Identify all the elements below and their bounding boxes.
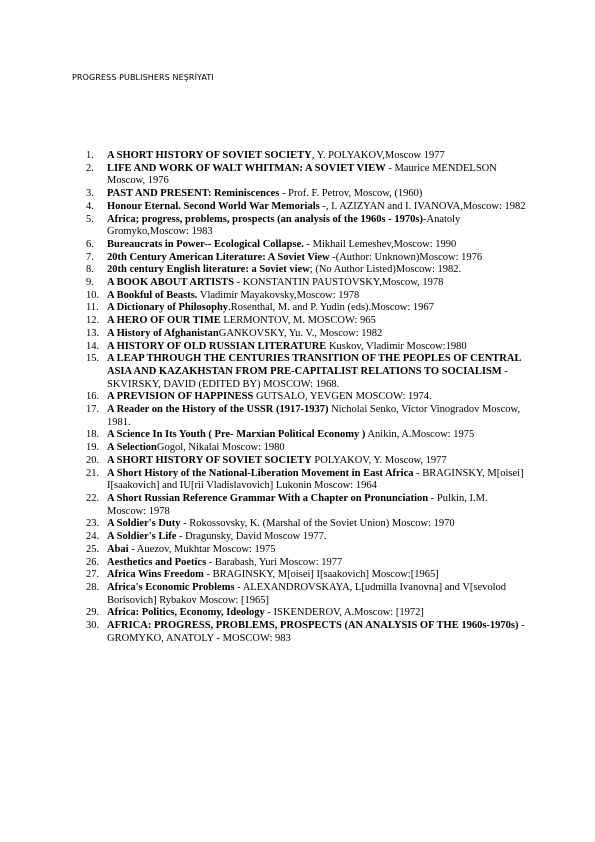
book-title: A Soldier's Life bbox=[107, 531, 177, 543]
book-details: Kuskov, Vladimir Moscow:1980 bbox=[326, 340, 467, 352]
book-title: Africa's Economic Problems bbox=[107, 581, 235, 593]
book-title: Bureaucrats in Power-- Ecological Collapse. bbox=[107, 238, 304, 250]
book-title: A LEAP THROUGH THE CENTURIES TRANSITION OF THE PEOPLES OF CENTRAL ASIA AND KAZAKHSTAN FROM PRE-CAPITALIST RELATIONS TO SOCIALISM bbox=[107, 353, 521, 377]
list-item bbox=[86, 442, 526, 455]
book-details: Vladimir Mayakovsky,Moscow: 1978 bbox=[197, 289, 360, 301]
item-number: 4. bbox=[86, 200, 94, 212]
book-details: , Y. POLYAKOV,Moscow 1977 bbox=[311, 150, 445, 161]
list-item bbox=[86, 264, 526, 277]
list-item bbox=[86, 493, 526, 518]
book-title: A Short Russian Reference Grammar With a Chapter on Pronunciation bbox=[107, 492, 429, 504]
book-details: Anikin, A.Moscow: 1975 bbox=[365, 429, 475, 441]
item-number: 30. bbox=[86, 620, 100, 632]
item-number: 28. bbox=[86, 581, 100, 593]
list-item bbox=[86, 277, 526, 290]
book-title: PAST AND PRESENT: Reminiscences bbox=[107, 188, 280, 200]
document-header: PROGRESS PUBLISHERS NEŞRİYATI bbox=[72, 73, 214, 82]
book-title: Africa Wins Freedom bbox=[107, 569, 204, 581]
item-number: 22. bbox=[86, 492, 100, 504]
list-item bbox=[86, 429, 526, 442]
book-title: Africa; progress, problems, prospects (an analysis of the 1960s - 1970s) bbox=[107, 213, 423, 225]
list-item bbox=[86, 582, 526, 607]
list-item bbox=[86, 468, 526, 493]
book-details: - Dragunsky, David Moscow 1977. bbox=[176, 531, 327, 543]
book-details: .Rosenthal, M. and P. Yudin (eds).Moscow: 1967 bbox=[228, 302, 434, 314]
list-item bbox=[86, 544, 526, 557]
list-item bbox=[86, 518, 526, 531]
book-details: - Pulkin, I.M. Moscow: 1978 bbox=[107, 492, 488, 517]
item-number: 10. bbox=[86, 289, 100, 301]
book-title: A Reader on the History of the USSR (1917-1937) bbox=[107, 404, 329, 416]
item-number: 19. bbox=[86, 442, 100, 454]
list-item bbox=[86, 620, 526, 645]
book-details: ; (No Author Listed)Moscow: 1982. bbox=[309, 264, 462, 276]
book-title: A HISTORY OF OLD RUSSIAN LITERATURE bbox=[107, 340, 327, 352]
list-item bbox=[86, 150, 526, 163]
list-item bbox=[86, 252, 526, 265]
list-item bbox=[86, 455, 526, 468]
book-details: GUTSALO, YEVGEN MOSCOW: 1974. bbox=[253, 391, 432, 403]
list-item bbox=[86, 557, 526, 570]
list-item bbox=[86, 188, 526, 201]
book-list bbox=[86, 150, 526, 645]
list-item bbox=[86, 163, 526, 188]
book-details: GANKOVSKY, Yu. V., Moscow: 1982 bbox=[218, 327, 383, 339]
book-details: - Auezov, Mukhtar Moscow: 1975 bbox=[128, 543, 276, 555]
book-details: - Prof. F. Petrov, Moscow, (1960) bbox=[279, 188, 423, 200]
book-details: - ISKENDEROV, A.Moscow: [1972] bbox=[264, 607, 424, 619]
book-details: - Rokossovsky, K. (Marshal of the Soviet Union) Moscow: 1970 bbox=[180, 518, 455, 530]
list-item bbox=[86, 201, 526, 214]
book-title: A SHORT HISTORY OF SOVIET SOCIETY bbox=[107, 150, 312, 161]
item-number: 14. bbox=[86, 340, 100, 352]
item-number: 15. bbox=[86, 353, 100, 365]
list-item bbox=[86, 315, 526, 328]
book-details: - Barabash, Yuri Moscow: 1977 bbox=[206, 556, 343, 568]
book-title: 20th Century American Literature: A Soviet View bbox=[107, 251, 330, 263]
book-title: Africa: Politics, Economy, Ideology bbox=[107, 607, 265, 619]
book-details: - Mikhail Lemeshev,Moscow: 1990 bbox=[303, 238, 457, 250]
item-number: 27. bbox=[86, 569, 100, 581]
list-item bbox=[86, 353, 526, 391]
item-number: 12. bbox=[86, 315, 100, 327]
item-number: 3. bbox=[86, 188, 94, 200]
list-item bbox=[86, 607, 526, 620]
book-title: A Bookful of Beasts. bbox=[107, 289, 198, 301]
item-number: 6. bbox=[86, 238, 94, 250]
book-details: POLYAKOV, Y. Moscow, 1977 bbox=[311, 454, 447, 466]
book-title: 20th century English literature: a Soviet view bbox=[107, 264, 310, 276]
book-details: -SKVIRSKY, DAVID (EDITED BY) MOSCOW: 1968. bbox=[107, 365, 508, 390]
book-details: - BRAGINSKY, M[oisei] I[saakovich] Moscow:[1965] bbox=[203, 569, 439, 581]
item-number: 18. bbox=[86, 429, 100, 441]
book-title: A Selection bbox=[107, 442, 157, 454]
item-number: 2. bbox=[86, 162, 94, 174]
book-title: Honour Eternal. Second World War Memorials bbox=[107, 200, 320, 212]
item-number: 25. bbox=[86, 543, 100, 555]
item-number: 24. bbox=[86, 531, 100, 543]
list-item bbox=[86, 290, 526, 303]
item-number: 13. bbox=[86, 327, 100, 339]
book-title: A SHORT HISTORY OF SOVIET SOCIETY bbox=[107, 454, 312, 466]
list-item bbox=[86, 569, 526, 582]
item-number: 7. bbox=[86, 251, 94, 263]
book-title: Abai bbox=[107, 543, 129, 555]
book-details: - BRAGINSKY, M[oisei] I[saakovich] and IU[rii Vladislavovich] Lukonin Moscow: 1964 bbox=[107, 467, 524, 492]
item-number: 26. bbox=[86, 556, 100, 568]
book-title: A BOOK ABOUT ARTISTS bbox=[107, 277, 234, 289]
book-title: LIFE AND WORK OF WALT WHITMAN: A SOVIET VIEW bbox=[107, 162, 386, 174]
list-item bbox=[86, 302, 526, 315]
list-item bbox=[86, 328, 526, 341]
item-number: 21. bbox=[86, 467, 100, 479]
item-number: 29. bbox=[86, 607, 100, 619]
book-title: A Soldier's Duty bbox=[107, 518, 181, 530]
book-details: - Maurice MENDELSON Moscow, 1976 bbox=[107, 162, 497, 187]
book-details: -GROMYKO, ANATOLY - MOSCOW: 983 bbox=[107, 620, 525, 644]
book-title: A Short History of the National-Liberation Movement in East Africa bbox=[107, 467, 414, 479]
item-number: 16. bbox=[86, 391, 100, 403]
list-item bbox=[86, 341, 526, 354]
item-number: 8. bbox=[86, 264, 94, 276]
book-details: Gogol, Nikalai Moscow: 1980 bbox=[156, 442, 285, 454]
book-title: A Dictionary of Philosophy bbox=[107, 302, 229, 314]
book-details: - KONSTANTIN PAUSTOVSKY,Moscow, 1978 bbox=[233, 277, 444, 289]
list-item bbox=[86, 214, 526, 239]
book-details: - ALEXANDROVSKAYA, L[udmilla Ivanovna] and V[sevolod Borisovich] Rybakov Moscow: [1965] bbox=[107, 581, 507, 606]
list-item bbox=[86, 531, 526, 544]
list-item bbox=[86, 391, 526, 404]
book-title: A History of Afghanistan bbox=[107, 327, 219, 339]
item-number: 5. bbox=[86, 213, 94, 225]
item-number: 23. bbox=[86, 518, 100, 530]
book-title: A HERO OF OUR TIME bbox=[107, 315, 221, 327]
book-title: Aesthetics and Poetics bbox=[107, 556, 207, 568]
book-title: A Science In Its Youth ( Pre- Marxian Political Economy ) bbox=[107, 429, 366, 441]
item-number: 17. bbox=[86, 404, 100, 416]
book-title: AFRICA: PROGRESS, PROBLEMS, PROSPECTS (AN ANALYSIS OF THE 1960s-1970s) bbox=[107, 620, 519, 632]
book-details: Nicholai Senko, Victor Vinogradov Moscow, 1981. bbox=[107, 404, 521, 428]
book-details: -, I. AZIZYAN and I. IVANOVA,Moscow: 1982 bbox=[319, 200, 526, 212]
list-item bbox=[86, 239, 526, 252]
book-details: -(Author: Unknown)Moscow: 1976 bbox=[329, 251, 483, 263]
list-item bbox=[86, 404, 526, 429]
item-number: 11. bbox=[86, 302, 99, 314]
item-number: 20. bbox=[86, 454, 100, 466]
book-details: LERMONTOV, M. MOSCOW: 965 bbox=[220, 315, 376, 327]
item-number: 9. bbox=[86, 277, 94, 289]
item-number: 1. bbox=[86, 150, 94, 161]
book-title: A PREVISION OF HAPPINESS bbox=[107, 391, 254, 403]
book-details: -Anatoly Gromyko,Moscow: 1983 bbox=[107, 213, 461, 238]
